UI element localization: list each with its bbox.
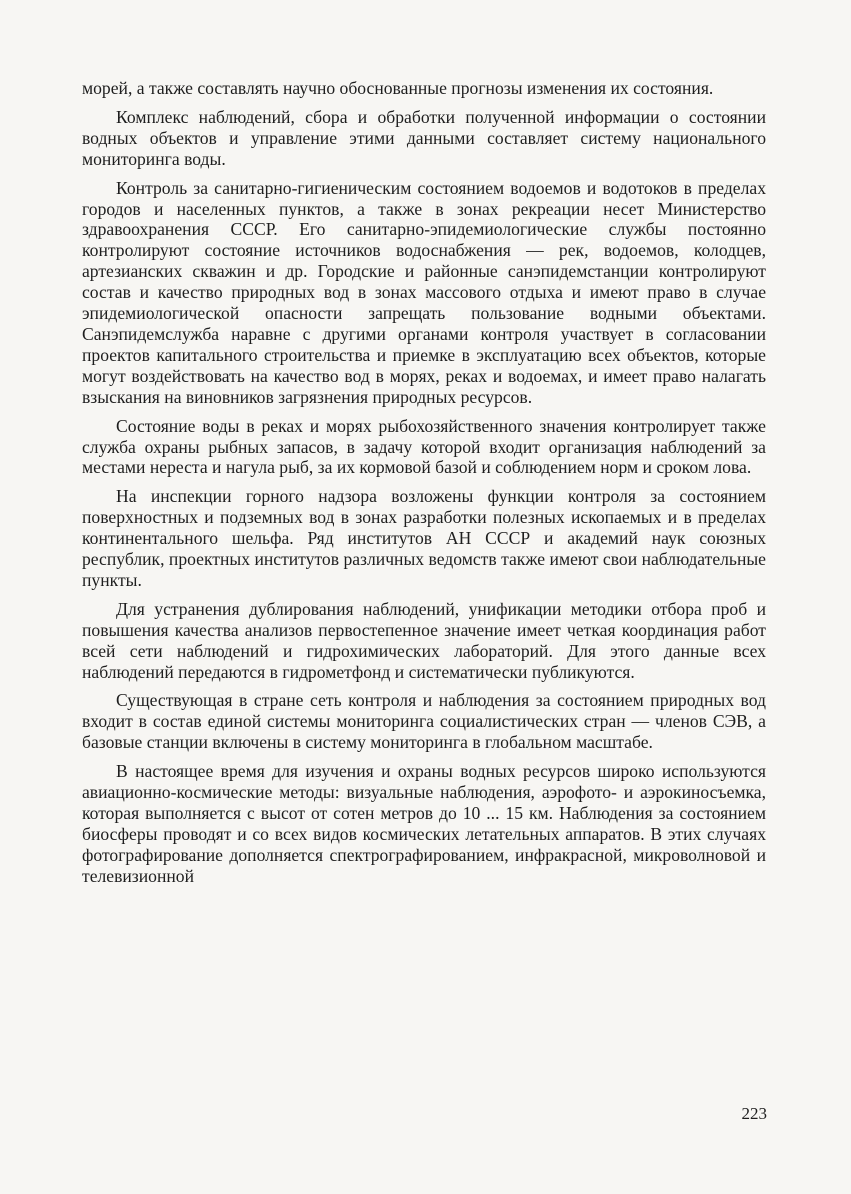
paragraph-continuation: морей, а также составлять научно обоснованные прогнозы изменения их состояния. xyxy=(82,78,714,98)
page-number: 223 xyxy=(741,1104,767,1123)
paragraph-aerospace-methods: В настоящее время для изучения и охраны водных ресурсов широко используются авиационно-космические методы: визуальные наблюдения, аэрофото- и аэрокиносъемка, которая выполняется с высот от сотен метров до 10 ... 15 км. Наблюдения за состоянием биосферы проводят и со всех видов космических летательных аппаратов. В этих случаях фотографирование дополняется спектрографированием, инфракрасной, микроволновой и телевизионной xyxy=(82,761,766,886)
page-body-text xyxy=(82,78,766,895)
paragraph-sanitary-control: Контроль за санитарно-гигиеническим состоянием водоемов и водотоков в пределах городов и населенных пунктов, а также в зонах рекреации несет Министерство здравоохранения СССР. Его санитарно-эпидемиологические службы постоянно контролируют состояние источников водоснабжения — рек, водоемов, колодцев, артезианских скважин и др. Городские и районные санэпидемстанции контролируют состав и качество природных вод в зонах массового отдыха и имеют право в случае эпидемиологической опасности запрещать пользование водными объектами. Санэпидемслужба наравне с другими органами контроля участвует в согласовании проектов капитального строительства и приемке в эксплуатацию всех объектов, которые могут воздействовать на качество вод в морях, реках и водоемах, и имеет право налагать взыскания на виновников загрязнения природных ресурсов. xyxy=(82,177,766,407)
paragraph-fish-service: Состояние воды в реках и морях рыбохозяйственного значения контролирует также служба охраны рыбных запасов, в задачу которой входит организация наблюдений за местами нереста и нагула рыб, за их кормовой базой и соблюдением норм и сроком лова. xyxy=(82,415,766,478)
paragraph-mining-inspection: На инспекции горного надзора возложены функции контроля за состоянием поверхностных и подземных вод в зонах разработки полезных ископаемых и в пределах континентального шельфа. Ряд институтов АН СССР и академий наук союзных республик, проектных институтов различных ведомств также имеют свои наблюдательные пункты. xyxy=(82,486,766,590)
paragraph-cmea-system: Существующая в стране сеть контроля и наблюдения за состоянием природных вод входит в состав единой системы мониторинга социалистических стран — членов СЭВ, а базовые станции включены в систему мониторинга в глобальном масштабе. xyxy=(82,690,766,753)
paragraph-coordination: Для устранения дублирования наблюдений, унификации методики отбора проб и повышения качества анализов первостепенное значение имеет четкая координация работ всей сети наблюдений и гидрохимических лабораторий. Для этого данные всех наблюдений передаются в гидрометфонд и систематически публикуются. xyxy=(82,598,766,682)
paragraph-monitoring-complex: Комплекс наблюдений, сбора и обработки полученной информации о состоянии водных объектов и управление этими данными составляет систему национального мониторинга воды. xyxy=(82,106,766,169)
